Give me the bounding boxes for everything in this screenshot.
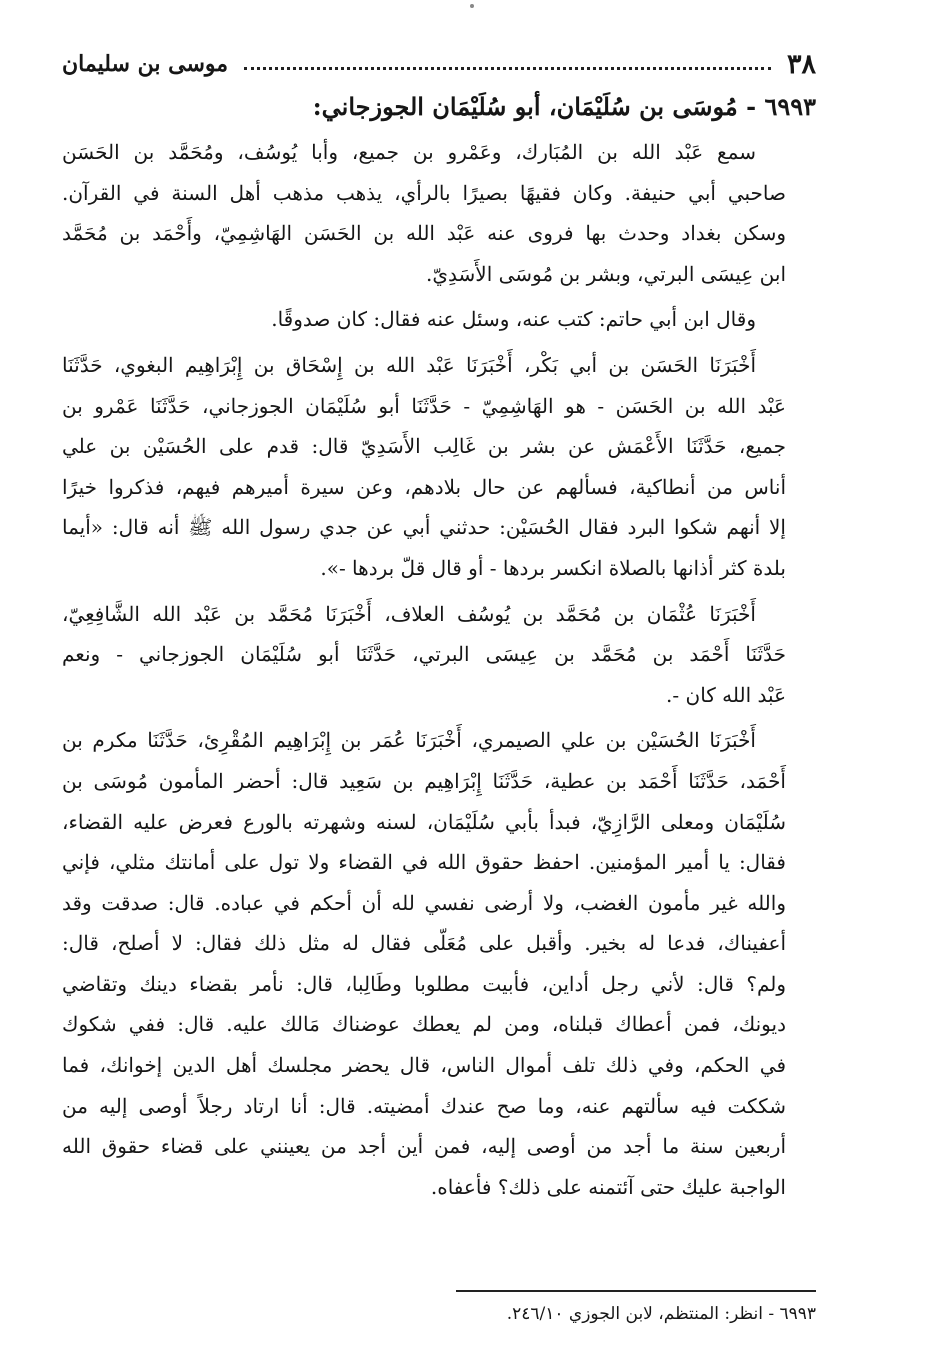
paragraph xyxy=(62,594,816,716)
text-line: أَخْبَرَنَا الحُسَيْن بن علي الصيمري، أَخْبَرَنَا عُمَر بن إِبْرَاهِيم المُقْرِئ، حَدَّثَنَا مكرم بن xyxy=(62,728,756,753)
text-line: أعفيناك، فدعا له بخير. وأقبل على مُعَلّى فقال له مثل ذلك فقال: لا أصلح، قال: xyxy=(62,931,786,956)
text-line: أَخْبَرَنَا عُثْمَان بن مُحَمَّد بن يُوسُف العلاف، أَخْبَرَنَا مُحَمَّد بن عَبْد الله الشَّافِعِيّ، xyxy=(62,601,756,626)
text-line: سمع عَبْد الله بن المُبَارك، وعَمْرو بن جميع، وأبا يُوسُف، ومُحَمَّد بن الحَسَن xyxy=(62,140,756,164)
text-line: إلا أنهم شكوا البرد فقال الحُسَيْن: حدثني أبي عن جدي رسول الله ﷺ أنه قال: «أيما xyxy=(62,515,786,540)
page-number: ٣٨ xyxy=(786,48,816,80)
footnote-divider xyxy=(456,1290,816,1292)
text-line: ديونك، فمن أعطاك قبلناه، ومن لم يعطك عوضناك مَالك عليه. قال: ففي شكوك xyxy=(62,1012,786,1037)
text-line: ولم؟ قال: لأني رجل أداين، فأبيت مطلوبا وطَالِبا، قال: نأمر بقضاء دينك وتقاضي xyxy=(62,971,786,996)
text-line: فقال: يا أمير المؤمنين. احفظ حقوق الله في القضاء ولا تول على أمانتك مثلي، فإني xyxy=(62,850,786,875)
scan-speck xyxy=(470,4,474,8)
paragraph xyxy=(62,299,816,340)
text-line: صاحبي أبي حنيفة. وكان فقيهًا بصيرًا بالرأي، يذهب مذهب أهل السنة في القرآن. xyxy=(62,180,786,205)
text-line: أَحْمَد، حَدَّثَنَا أَحْمَد بن عطية، حَدَّثَنَا إِبْرَاهِيم بن سَعِيد قال: أحضر المأمون مُوسَى بن xyxy=(62,768,786,793)
footnote: ٦٩٩٣ - انظر: المنتظم، لابن الجوزي ٢٤٦/١٠. xyxy=(506,1304,816,1324)
text-line: أناس من أنطاكية، فسألهم عن حال بلادهم، وعن سيرة أميرهم فيهم، فذكروا خيرًا xyxy=(62,474,786,499)
text-line: ابن عِيسَى البرتي، وبشر بن مُوسَى الأَسَدِيّ. xyxy=(426,261,786,286)
header-dot-leader xyxy=(244,67,771,70)
text-line: والله غير مأمون الغضب، ولا أرضى نفسي لله أن أحكم في عباده. قال: صدقت وقد xyxy=(62,890,786,915)
text-line: الواجبة عليك حتى آئتمنه على ذلك؟ فأعفاه. xyxy=(430,1174,786,1199)
text-line: جميع، حَدَّثَنَا الأَعْمَش عن بشر بن غَالِب الأَسَدِيّ قال: قدم على الحُسَيْن بن علي xyxy=(62,434,786,459)
text-line: في الحكم، وفي ذلك تلف أموال الناس، قال يحضر مجلسك أهل الدين إخوانك، فما xyxy=(62,1053,786,1078)
running-title: موسى بن سليمان xyxy=(62,51,229,77)
text-line: أَخْبَرَنَا الحَسَن بن أبي بَكْر، أَخْبَرَنَا عَبْد الله بن إِسْحَاق بن إِبْرَاهِيم البغوي، حَدَّثَنَا xyxy=(62,352,756,377)
text-line: سُلَيْمَان ومعلى الرَّازِيّ، فبدأ بأبي سُلَيْمَان، لسنه وشهرته بالورع فعرض عليه القضاء، xyxy=(62,809,786,834)
text-line: عَبْد الله كان -. xyxy=(666,682,786,707)
text-line: عَبْد الله بن الحَسَن - هو الهَاشِمِيّ - حَدَّثَنَا أبو سُلَيْمَان الجوزجاني، حَدَّثَنَا عَمْرو بن xyxy=(62,393,786,418)
entry-body xyxy=(62,132,816,1212)
text-line: أربعين سنة ما أجد من أوصى إليه، فمن أين أجد من يعينني على قضاء حقوق الله xyxy=(62,1134,786,1159)
entry-title: ٦٩٩٣ - مُوسَى بن سُلَيْمَان، أبو سُلَيْمَان الجوزجاني: xyxy=(312,92,816,121)
text-line: شككت فيه سألتهم عنه، وما صح عندك أمضيته. قال: أنا ارتاد رجلاً أوصى إليه من xyxy=(62,1093,786,1118)
paragraph xyxy=(62,132,816,294)
text-line: وقال ابن أبي حاتم: كتب عنه، وسئل عنه فقال: كان صدوقًا. xyxy=(271,307,756,332)
page-header xyxy=(62,44,816,84)
text-line: وسكن بغداد وحدث بها فروى عنه عَبْد الله بن الحَسَن الهَاشِمِيّ، وأَحْمَد بن مُحَمَّد xyxy=(62,221,786,246)
text-line: بلدة كثر أذانها بالصلاة انكسر بردها - أو قال قلّ بردها -». xyxy=(320,555,786,580)
paragraph xyxy=(62,345,816,589)
text-line: حَدَّثَنَا أَحْمَد بن مُحَمَّد بن عِيسَى البرتي، حَدَّثَنَا أبو سُلَيْمَان الجوزجاني - ونعم xyxy=(62,642,786,667)
paragraph xyxy=(62,720,816,1207)
